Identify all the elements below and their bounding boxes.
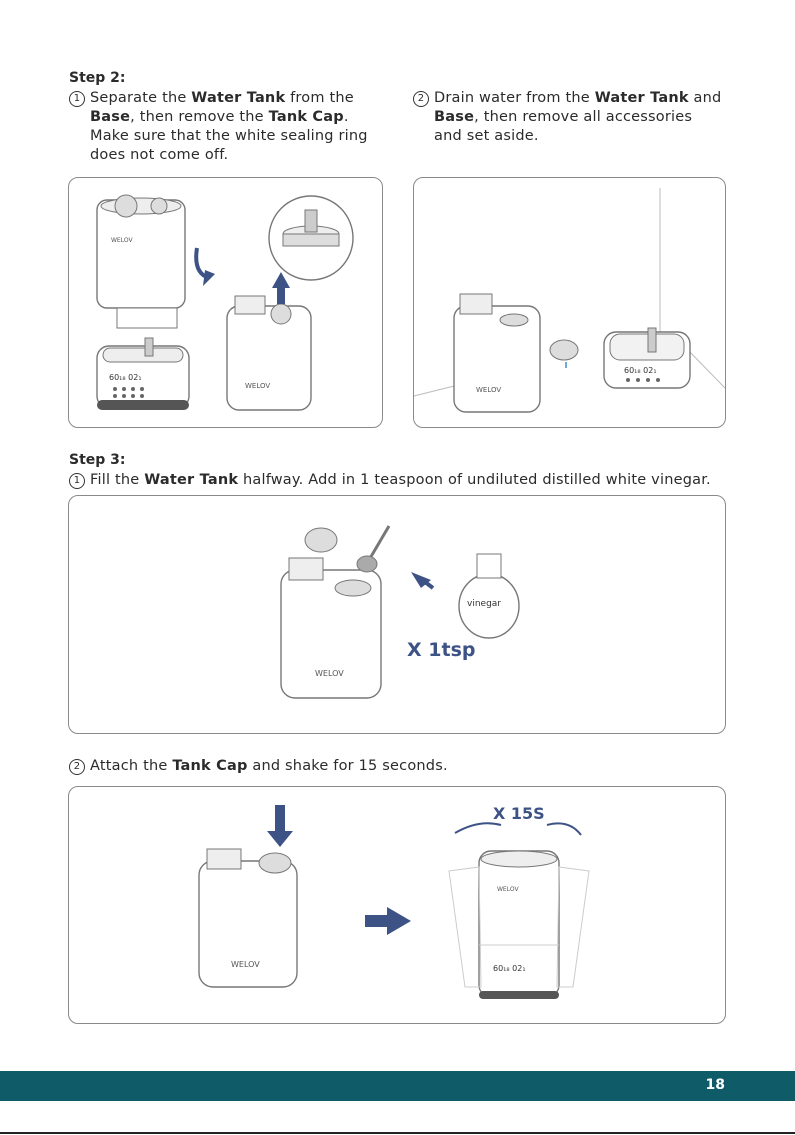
- step-number-badge: 2: [69, 759, 85, 775]
- svg-text:60₁₈ 02₁: 60₁₈ 02₁: [624, 366, 657, 375]
- amount-label: X 1tsp: [407, 639, 476, 661]
- svg-text:WELOV: WELOV: [231, 960, 260, 969]
- svg-text:WELOV: WELOV: [497, 886, 519, 893]
- step2-instruction-1: 1 Separate the Water Tank from the Base, then remove the Tank Cap. Make sure that the white sealing ring does not come off.: [69, 89, 389, 165]
- vinegar-label: vinegar: [467, 599, 501, 609]
- step-number-badge: 1: [69, 91, 85, 107]
- bottom-border: [0, 1132, 795, 1134]
- footer-bar: [0, 1071, 795, 1101]
- illustration-add-vinegar: [68, 495, 726, 734]
- step-number-badge: 1: [69, 473, 85, 489]
- step2-instruction-2: 2 Drain water from the Water Tank and Base, then remove all accessories and set aside.: [413, 89, 743, 146]
- illustration-drain-water: [413, 177, 726, 428]
- svg-text:WELOV: WELOV: [245, 382, 271, 390]
- page-number: 18: [705, 1077, 725, 1093]
- brand-logo: WELOV: [111, 237, 133, 244]
- step3-instruction-1: 1 Fill the Water Tank halfway. Add in 1 teaspoon of undiluted distilled white vinegar.: [69, 471, 749, 490]
- shake-label: X 15S: [493, 804, 545, 823]
- illustration-shake: [68, 786, 726, 1024]
- illustration-separate-tank: [68, 177, 383, 428]
- step3-instruction-2: 2 Attach the Tank Cap and shake for 15 seconds.: [69, 757, 749, 776]
- svg-text:WELOV: WELOV: [476, 386, 502, 394]
- display-readout: 60₁₈ 02₁: [109, 373, 142, 382]
- step-number-badge: 2: [413, 91, 429, 107]
- svg-text:WELOV: WELOV: [315, 669, 344, 678]
- step3-heading: Step 3:: [69, 452, 126, 468]
- svg-text:60₁₈ 02₁: 60₁₈ 02₁: [493, 964, 526, 973]
- step2-heading: Step 2:: [69, 70, 126, 86]
